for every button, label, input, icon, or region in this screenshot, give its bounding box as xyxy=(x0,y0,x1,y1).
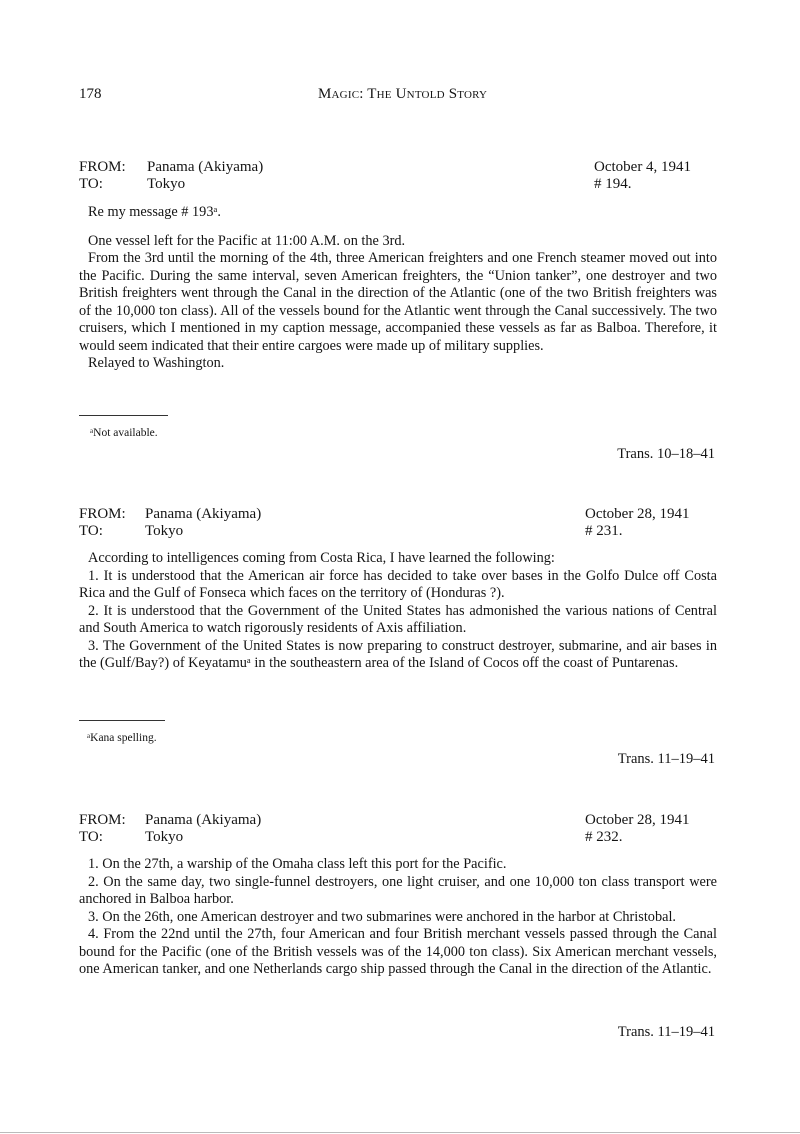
from-label: FROM: xyxy=(79,812,126,828)
paragraph: Re my message # 193ᵃ. xyxy=(88,204,221,220)
message-body xyxy=(79,856,717,979)
paragraph: According to intelligences coming from Costa Rica, I have learned the following: xyxy=(88,550,555,566)
message-body xyxy=(79,550,717,673)
paragraph: 2. On the same day, two single-funnel destroyers, one light cruiser, and one 10,000 ton class transport were anchored in Balboa harbor. xyxy=(79,873,717,907)
paragraph: One vessel left for the Pacific at 11:00 A.M. on the 3rd. xyxy=(88,232,406,249)
message-body xyxy=(79,204,717,373)
message-number: # 232. xyxy=(585,829,623,845)
translation-date: Trans. 10–18–41 xyxy=(617,446,715,462)
from-sender: Panama (Akiyama) xyxy=(145,506,262,522)
to-label: TO: xyxy=(79,523,103,539)
running-title: Magic: The Untold Story xyxy=(318,86,488,102)
footnote: ᵃNot available. xyxy=(90,427,158,439)
from-label: FROM: xyxy=(79,159,126,175)
message-date: October 28, 1941 xyxy=(585,506,690,522)
paragraph: 1. It is understood that the American air force has decided to take over bases in the Golfo Dulce off Costa Rica and the Gulf of Fonseca which faces on the territory of (Honduras ?). xyxy=(79,567,717,601)
paragraph: 2. It is understood that the Government of the United States has admonished the various nations of Central and South America to watch rigorously residents of Axis affiliation. xyxy=(79,602,717,636)
scan-edge-line xyxy=(0,1132,800,1133)
from-sender: Panama (Akiyama) xyxy=(147,159,264,175)
paragraph: 1. On the 27th, a warship of the Omaha class left this port for the Pacific. xyxy=(88,856,507,872)
to-recipient: Tokyo xyxy=(145,829,184,845)
message-number: # 194. xyxy=(594,176,632,192)
to-recipient: Tokyo xyxy=(145,523,184,539)
message-number: # 231. xyxy=(585,523,623,539)
paragraph: From the 3rd until the morning of the 4th, three American freighters and one French steamer moved out into the Pacific. During the same interval, seven American freighters, the “Union tanker”, one destroyer and two British freighters went through the Canal in the direction of the Atlantic (one of the two British freighters was of the 10,000 ton class). All of the vessels bound for the Atlantic went through the Canal successively. The two cruisers, which I mentioned in my caption message, accompanied these vessels as far as Balboa. Therefore, it would seem indicated that their entire cargoes were made up of military supplies. xyxy=(79,250,717,354)
to-label: TO: xyxy=(79,176,103,192)
page-number: 178 xyxy=(79,86,102,102)
translation-date: Trans. 11–19–41 xyxy=(617,1024,715,1040)
from-label: FROM: xyxy=(79,506,126,522)
paragraph: 3. On the 26th, one American destroyer and two submarines were anchored in the harbor at Christobal. xyxy=(88,908,676,925)
paragraph: 4. From the 22nd until the 27th, four American and four British merchant vessels passed through the Canal bound for the Pacific (one of the British vessels was of the 14,000 ton class). Six American merchant vessels, one American tanker, and one Netherlands cargo ship passed through the Canal in the direction of the Atlantic. xyxy=(79,926,717,977)
to-recipient: Tokyo xyxy=(147,176,186,192)
footnote-rule xyxy=(79,720,165,721)
message-date: October 28, 1941 xyxy=(585,812,690,828)
footnote-rule xyxy=(79,415,168,416)
from-sender: Panama (Akiyama) xyxy=(145,812,262,828)
message-date: October 4, 1941 xyxy=(594,159,692,175)
footnote: ᵃKana spelling. xyxy=(87,732,157,744)
translation-date: Trans. 11–19–41 xyxy=(617,751,715,767)
paragraph: 3. The Government of the United States is now preparing to construct destroyer, submarine, and air bases in the (Gulf/Bay?) of Keyatamuᵃ in the southeastern area of the Island of Cocos off the coast of Puntarenas. xyxy=(79,637,717,671)
to-label: TO: xyxy=(79,829,103,845)
paragraph: Relayed to Washington. xyxy=(88,355,225,371)
